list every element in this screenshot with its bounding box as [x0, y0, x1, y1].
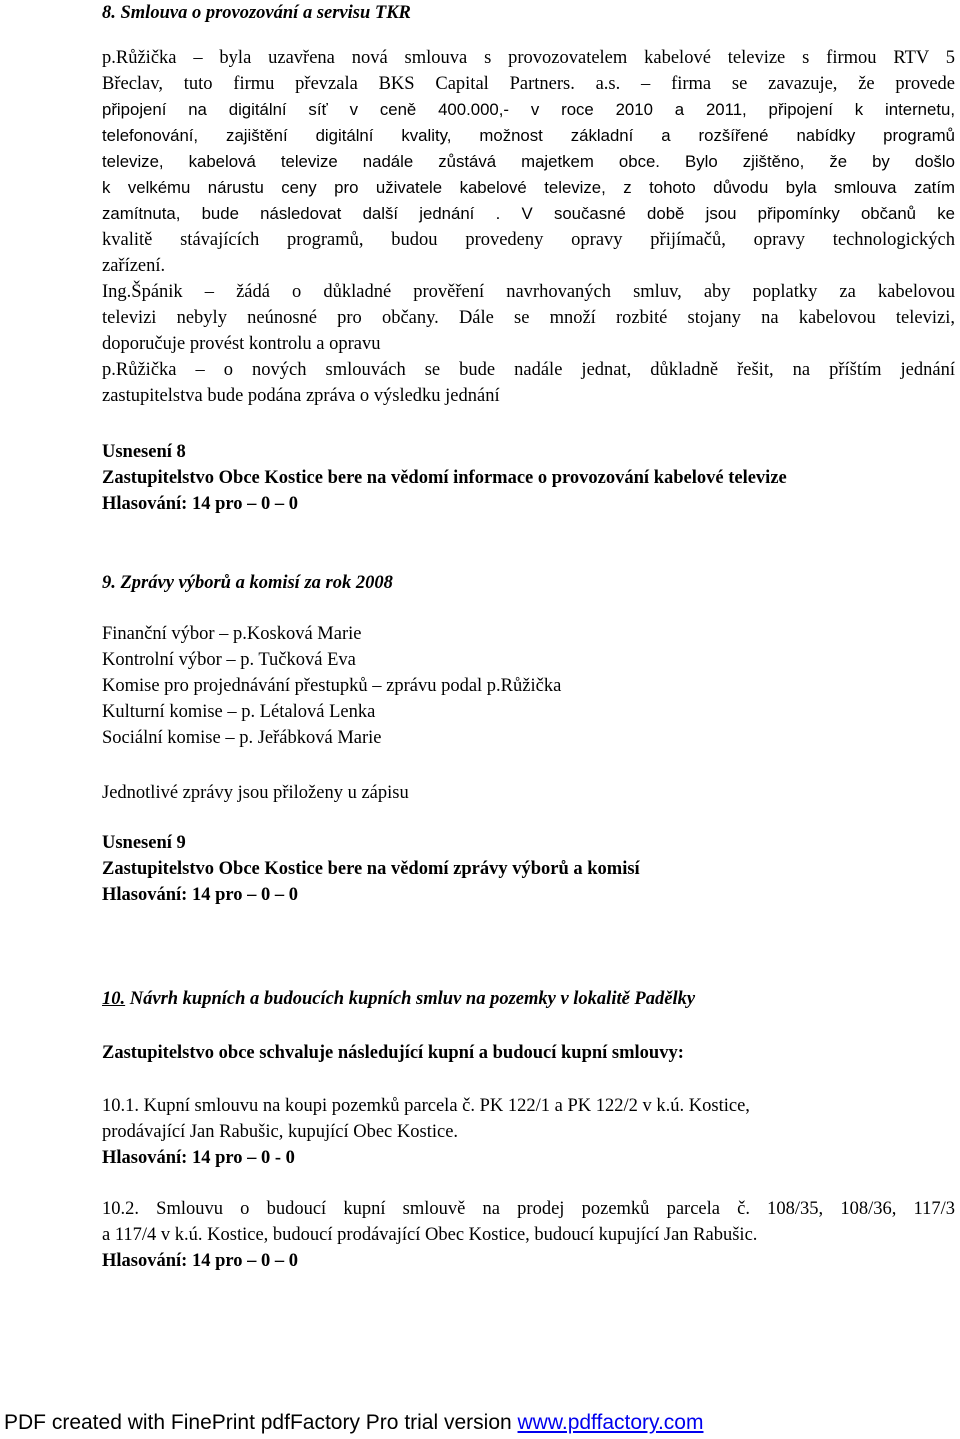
section-8-line-12: doporučuje provést kontrolu a opravu: [102, 334, 381, 354]
footer-text: PDF created with FinePrint pdfFactory Pro trial version: [4, 1411, 518, 1434]
section-9-heading: 9. Zprávy výborů a komisí za rok 2008: [102, 573, 393, 593]
section-10-heading: [102, 988, 695, 1010]
section-8-line-8: kvalitě stávajících programů, budou provedeny opravy přijímačů, opravy technologických: [102, 230, 955, 250]
report-item: Finanční výbor – p.Kosková Marie: [102, 624, 362, 644]
section-8-line-11: televizi nebyly neúnosné pro občany. Dále se množí rozbité stojany na kabelovou televizi,: [102, 308, 955, 328]
pdf-footer: [4, 1410, 703, 1436]
section-8-heading: 8. Smlouva o provozování a servisu TKR: [102, 3, 411, 23]
section-8-line-3: připojení na digitální síť v ceně 400.000,- v roce 2010 a 2011, připojení k internetu,: [102, 100, 955, 119]
item-10-2-line-1: 10.2. Smlouvu o budoucí kupní smlouvě na prodej pozemků parcela č. 108/35, 108/36, 117/3: [102, 1199, 955, 1219]
section-10-intro: Zastupitelstvo obce schvaluje následující kupní a budoucí kupní smlouvy:: [102, 1043, 684, 1063]
section-8-line-9: zařízení.: [102, 256, 166, 276]
resolution-8-title: Usnesení 8: [102, 442, 186, 462]
report-item: Sociální komise – p. Jeřábková Marie: [102, 728, 382, 748]
section-10-number: 10.: [102, 989, 126, 1009]
resolution-8-text: Zastupitelstvo Obce Kostice bere na vědomí informace o provozování kabelové televize: [102, 468, 787, 488]
section-8-line-14: zastupitelstva bude podána zpráva o výsledku jednání: [102, 386, 500, 406]
section-10-title: Návrh kupních a budoucích kupních smluv na pozemky v lokalitě Padělky: [125, 989, 696, 1009]
section-8-line-4: telefonování, zajištění digitální kvality, možnost základní a rozšířené nabídky programů: [102, 126, 955, 145]
section-8-line-7: zamítnuta, bude následovat další jednání . V současné době jsou připomínky občanů ke: [102, 204, 955, 223]
resolution-8-vote: Hlasování: 14 pro – 0 – 0: [102, 494, 298, 514]
section-8-line-5: televize, kabelová televize nadále zůstává majetkem obce. Bylo zjištěno, že by došlo: [102, 152, 955, 171]
report-item: Kontrolní výbor – p. Tučková Eva: [102, 650, 356, 670]
section-8-line-6: k velkému nárustu ceny pro uživatele kabelové televize, z tohoto důvodu byla smlouva zatím: [102, 178, 955, 197]
section-9-note: Jednotlivé zprávy jsou přiloženy u zápisu: [102, 783, 409, 803]
item-10-1-line-1: 10.1. Kupní smlouvu na koupi pozemků parcela č. PK 122/1 a PK 122/2 v k.ú. Kostice,: [102, 1096, 750, 1116]
item-10-2-vote: Hlasování: 14 pro – 0 – 0: [102, 1251, 298, 1271]
resolution-9-vote: Hlasování: 14 pro – 0 – 0: [102, 885, 298, 905]
report-item: Kulturní komise – p. Létalová Lenka: [102, 702, 376, 722]
section-8-line-1: p.Růžička – byla uzavřena nová smlouva s provozovatelem kabelové televize s firmou RTV 5: [102, 48, 955, 68]
section-8-line-10: Ing.Špánik – žádá o důkladné prověření navrhovaných smluv, aby poplatky za kabelovou: [102, 282, 955, 302]
report-item: Komise pro projednávání přestupků – zprávu podal p.Růžička: [102, 676, 562, 696]
resolution-9-title: Usnesení 9: [102, 833, 186, 853]
footer-link[interactable]: www.pdffactory.com: [517, 1411, 704, 1434]
resolution-9-text: Zastupitelstvo Obce Kostice bere na vědomí zprávy výborů a komisí: [102, 859, 640, 879]
item-10-1-vote: Hlasování: 14 pro – 0 - 0: [102, 1148, 295, 1168]
item-10-1-line-2: prodávající Jan Rabušic, kupující Obec Kostice.: [102, 1122, 459, 1142]
section-8-line-2: Břeclav, tuto firmu převzala BKS Capital Partners. a.s. – firma se zavazuje, že provede: [102, 74, 955, 94]
item-10-2-line-2: a 117/4 v k.ú. Kostice, budoucí prodávající Obec Kostice, budoucí kupující Jan Rabušic.: [102, 1225, 758, 1245]
section-8-line-13: p.Růžička – o nových smlouvách se bude nadále jednat, důkladně řešit, na příštím jednání: [102, 360, 955, 380]
